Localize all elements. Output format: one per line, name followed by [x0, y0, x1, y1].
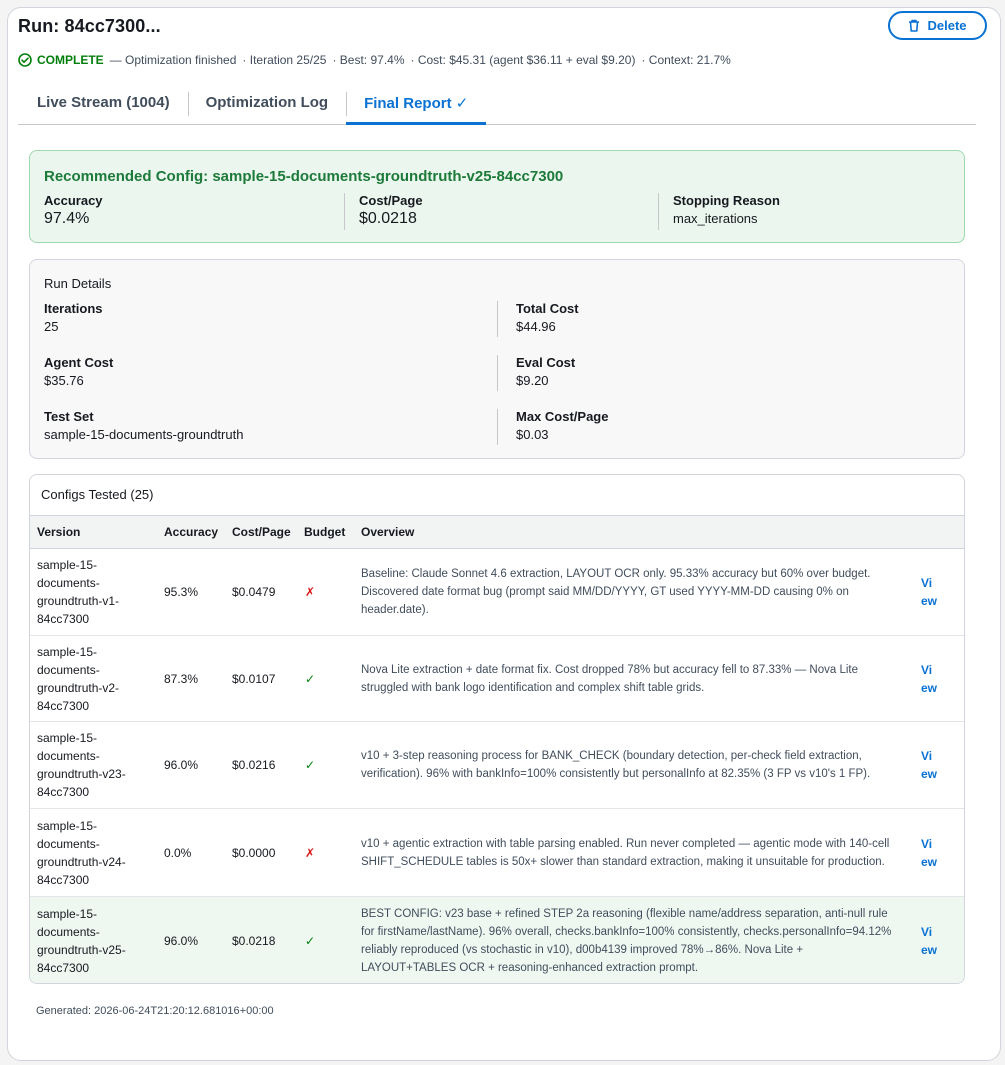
test-set-detail: [44, 409, 243, 442]
accuracy-cell: 96.0%: [164, 758, 199, 772]
iterations-label: Iterations: [44, 301, 103, 316]
generated-timestamp: Generated: 2026-06-24T21:20:12.681016+00:00: [36, 1005, 274, 1017]
overview-cell: v10 + agentic extraction with table parsing enabled. Run never completed — agentic mode with 140-cell SHIFT_SCHEDULE tables is 50x+ slower than standard extraction, making it unsuitable for production.: [361, 837, 890, 868]
status-iteration: · Iteration 25/25: [242, 53, 327, 67]
budget-pass-icon: ✓: [305, 758, 316, 772]
tab-final-report[interactable]: Final Report ✓: [346, 88, 486, 124]
accuracy-metric: [30, 193, 344, 230]
table-row: [30, 809, 964, 897]
iterations-detail: [44, 301, 103, 334]
cost-cell: $0.0107: [232, 671, 276, 686]
max-cost-detail: [497, 409, 608, 445]
tab-bar: [18, 88, 976, 125]
status-badge: COMPLETE: [37, 53, 104, 67]
accuracy-cell: 0.0%: [164, 845, 192, 860]
cost-per-page-metric: [344, 193, 658, 230]
test-set-value: sample-15-documents-groundtruth: [44, 427, 244, 442]
iterations-value: 25: [44, 319, 59, 334]
status-cost: · Cost: $45.31 (agent $36.11 + eval $9.20): [410, 53, 636, 67]
overview-cell: Nova Lite extraction + date format fix. Cost dropped 78% but accuracy fell to 87.33% — Nova Lite struggled with bank logo identification and complex shift table grids.: [361, 663, 858, 694]
accuracy-label: Accuracy: [44, 193, 103, 208]
table-header: [30, 515, 964, 549]
accuracy-cell: 96.0%: [164, 934, 199, 948]
eval-cost-detail: [497, 355, 575, 391]
cost-cell: $0.0218: [232, 934, 276, 948]
column-header-accuracy[interactable]: Accuracy: [164, 525, 219, 539]
view-link[interactable]: View: [921, 576, 938, 608]
version-cell: sample-15-documents-groundtruth-v24-84cc7300: [37, 818, 126, 887]
column-header-cost[interactable]: Cost/Page: [232, 525, 291, 539]
view-link[interactable]: View: [921, 662, 938, 695]
view-link[interactable]: View: [921, 836, 938, 869]
run-details-heading: Run Details: [44, 276, 112, 291]
total-cost-detail: [497, 301, 579, 337]
budget-fail-icon: ✗: [305, 845, 316, 860]
agent-cost-label: Agent Cost: [44, 355, 114, 370]
trash-icon: [908, 19, 920, 32]
table-row-best: [30, 897, 964, 984]
overview-cell: Baseline: Claude Sonnet 4.6 extraction, LAYOUT OCR only. 95.33% accuracy but 60% over budget. Discovered date format bug (prompt said MM/DD/YYYY, GT used YYYY-MM-DD causing 0% on header.date).: [361, 568, 871, 616]
status-context: · Context: 21.7%: [641, 53, 731, 67]
delete-button-label: Delete: [927, 18, 967, 33]
status-best: · Best: 97.4%: [332, 53, 405, 67]
budget-fail-icon: ✗: [305, 585, 316, 599]
tab-live-stream[interactable]: Live Stream (1004): [37, 94, 170, 111]
run-details-panel: [29, 259, 965, 459]
version-cell: sample-15-documents-groundtruth-v23-84cc7300: [37, 731, 126, 799]
delete-button[interactable]: [888, 11, 987, 40]
test-set-label: Test Set: [44, 409, 94, 424]
version-cell: sample-15-documents-groundtruth-v25-84cc7300: [37, 907, 126, 975]
column-header-overview[interactable]: Overview: [361, 525, 415, 539]
agent-cost-value: $35.76: [44, 373, 84, 388]
recommended-config-title: Recommended Config: sample-15-documents-groundtruth-v25-84cc7300: [44, 168, 564, 185]
table-row: [30, 722, 964, 809]
column-header-version[interactable]: Version: [37, 525, 81, 539]
table-row: [30, 549, 964, 636]
accuracy-cell: 87.3%: [164, 671, 199, 686]
total-cost-value: $44.96: [516, 319, 556, 334]
max-cost-label: Max Cost/Page: [516, 409, 609, 424]
overview-cell: v10 + 3-step reasoning process for BANK_CHECK (boundary detection, per-check field extraction, verification). 96% with bankInfo=100% consistently but personalInfo at 82.35% (3 FP vs v10's 1 FP).: [361, 750, 871, 780]
recommended-config-panel: [29, 150, 965, 243]
page-title: Run: 84cc7300...: [18, 16, 161, 36]
stopping-reason-metric: [658, 193, 958, 230]
stopping-reason-label: Stopping Reason: [673, 193, 780, 208]
version-cell: sample-15-documents-groundtruth-v1-84cc7300: [37, 558, 120, 626]
agent-cost-detail: [44, 355, 113, 388]
eval-cost-label: Eval Cost: [516, 355, 576, 370]
eval-cost-value: $9.20: [516, 373, 549, 388]
stopping-reason-value: max_iterations: [673, 211, 758, 226]
configs-tested-panel: [29, 474, 965, 984]
max-cost-value: $0.03: [516, 427, 549, 442]
run-header: [18, 16, 987, 67]
cost-cell: $0.0216: [232, 758, 276, 772]
budget-pass-icon: ✓: [305, 671, 316, 686]
total-cost-label: Total Cost: [516, 301, 579, 316]
status-message: — Optimization finished: [109, 53, 237, 67]
table-row: [30, 636, 964, 722]
cost-cell: $0.0479: [232, 585, 276, 599]
version-cell: sample-15-documents-groundtruth-v2-84cc7300: [37, 644, 120, 713]
view-link[interactable]: View: [921, 925, 938, 957]
accuracy-value: 97.4%: [44, 210, 90, 227]
tab-optimization-log[interactable]: Optimization Log: [188, 88, 346, 124]
status-line: [18, 53, 737, 67]
view-link[interactable]: View: [921, 749, 938, 781]
accuracy-cell: 95.3%: [164, 585, 199, 599]
cost-cell: $0.0000: [232, 845, 276, 860]
overview-cell: BEST CONFIG: v23 base + refined STEP 2a reasoning (flexible name/address separation, anti-null rule for firstName/lastName). 96% overall, checks.bankInfo=100% consistently, checks.personalInfo=94.12% reliably reproduced (vs stochastic in v10), d00b4139 improved 78%→86%. Nova Lite + LAYOUT+TABLES OCR + reasoning-enhanced extraction prompt.: [361, 908, 892, 974]
configs-tested-heading: Configs Tested (25): [41, 487, 154, 502]
cost-per-page-value: $0.0218: [359, 210, 417, 227]
budget-pass-icon: ✓: [305, 934, 316, 948]
check-circle-icon: [18, 53, 32, 67]
cost-per-page-label: Cost/Page: [359, 193, 423, 208]
column-header-budget[interactable]: Budget: [304, 525, 346, 539]
